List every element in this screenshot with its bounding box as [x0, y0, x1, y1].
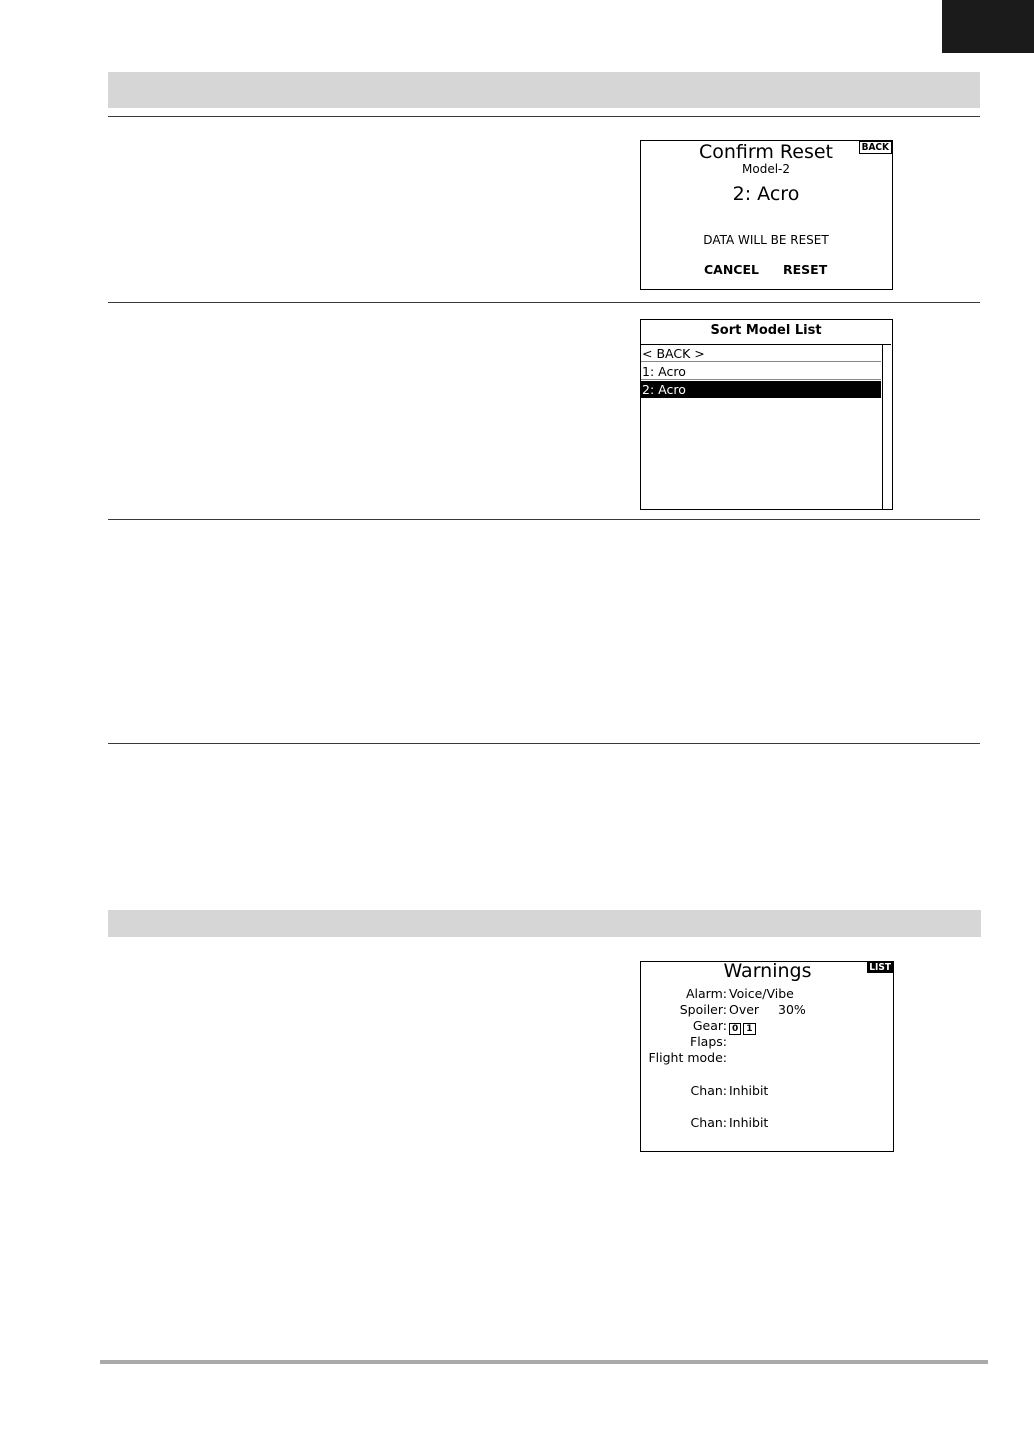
screen-title: Confirm Reset	[698, 141, 833, 163]
divider	[108, 302, 980, 303]
reset-button[interactable]: RESET	[783, 262, 828, 277]
spoiler-label: Spoiler:	[679, 1002, 727, 1017]
alarm-value[interactable]: Voice/Vibe	[729, 986, 794, 1001]
model-label: Model-2	[742, 162, 790, 176]
divider	[108, 519, 980, 520]
back-button[interactable]: BACK	[859, 141, 892, 154]
footer-rule	[100, 1360, 988, 1364]
gear-label: Gear:	[692, 1018, 727, 1033]
divider	[108, 743, 980, 744]
screen-title: Sort Model List	[641, 320, 891, 345]
list-button[interactable]: LIST	[869, 962, 891, 973]
list-item-selected[interactable]: 2: Acro	[641, 381, 881, 398]
chapter-tab	[942, 0, 1034, 53]
list-item-back[interactable]: < BACK >	[641, 345, 881, 362]
gear-position-box[interactable]: 0	[729, 1023, 741, 1035]
reset-warning: DATA WILL BE RESET	[703, 233, 829, 247]
scrollbar[interactable]	[882, 345, 883, 509]
confirm-reset-screen	[640, 140, 893, 290]
screen-title: Warnings	[723, 960, 812, 982]
list-item[interactable]: 1: Acro	[641, 363, 881, 380]
flight-mode-label: Flight mode:	[648, 1050, 727, 1065]
spoiler-percent[interactable]: 30%	[778, 1002, 806, 1017]
flaps-label: Flaps:	[690, 1034, 727, 1049]
sort-model-list-screen	[640, 319, 893, 510]
channel-label: Chan:	[690, 1083, 727, 1098]
channel-label: Chan:	[690, 1115, 727, 1130]
divider	[108, 116, 980, 117]
gear-positions[interactable]	[729, 1019, 758, 1035]
section-header-band	[108, 910, 981, 937]
warnings-screen	[640, 961, 894, 1152]
alarm-label: Alarm:	[686, 986, 727, 1001]
cancel-button[interactable]: CANCEL	[704, 262, 759, 277]
model-name: 2: Acro	[732, 183, 800, 205]
section-header-band	[108, 72, 980, 108]
channel-value[interactable]: Inhibit	[729, 1083, 769, 1098]
gear-position-box[interactable]: 1	[743, 1023, 755, 1035]
channel-value[interactable]: Inhibit	[729, 1115, 769, 1130]
spoiler-value[interactable]: Over	[729, 1002, 760, 1017]
